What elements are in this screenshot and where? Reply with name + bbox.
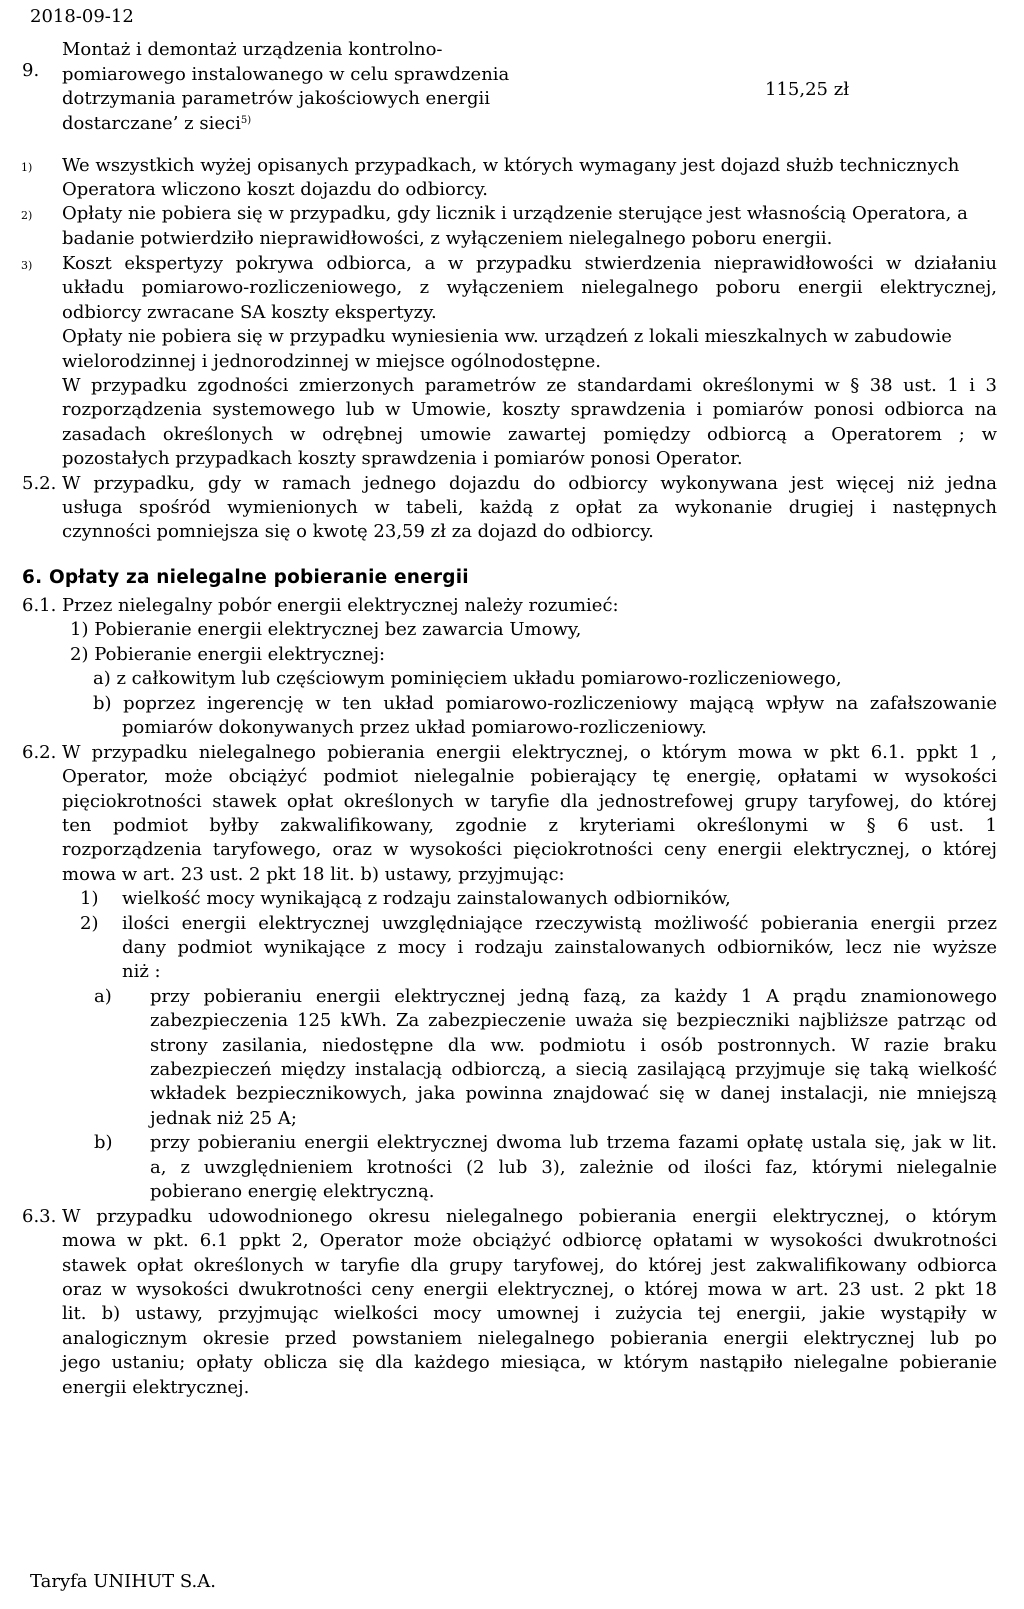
section-heading: 6. Opłaty za nielegalne pobieranie energii [22,567,469,588]
footnote-mark: 3) [21,259,33,272]
list-item: pomiarów dokonywanych przez układ pomiarowo-rozliczeniowy. [122,717,707,738]
document-date: 2018-09-12 [30,6,134,27]
list-item: a, z uwzględnieniem krotności (2 lub 3), zależnie od ilości faz, którymi nielegalnie [150,1157,997,1178]
note-line: zasadach określonych w odrębnej umowie zawartej pomiędzy odbiorcą a Operatorem ; w [62,424,997,445]
list-item: zabezpieczeń między instalacją odbiorczą, a siecią zasilającą przyjmuje się taką wielkość [150,1059,997,1080]
note-line: Opłaty nie pobiera się w przypadku wyniesienia ww. urządzeń z lokali mieszkalnych w zabudowie [62,326,952,347]
row-price: 115,25 zł [765,79,850,100]
list-item: jednak niż 25 A; [150,1108,297,1129]
footnote-mark: 1) [21,161,33,174]
paragraph-line: Operator, może obciążyć podmiot nielegalnie pobierający tę energię, opłatami w wysokości [62,766,997,787]
list-item: dany podmiot wynikające z mocy i rodzaju zainstalowanych odbiorników, lecz nie wyższe [122,937,997,958]
note-line: W przypadku zgodności zmierzonych parametrów ze standardami określonymi w § 38 ust. 1 i 3 [62,375,997,396]
paragraph-line: energii elektrycznej. [62,1377,250,1398]
row-description-line: dostarczane’ z sieci$^{5)}$ [62,112,252,134]
paragraph-line: W przypadku, gdy w ramach jednego dojazdu do odbiorcy wykonywana jest więcej niż jedna [62,473,997,494]
section-number: 6.2. [22,742,57,763]
list-item: ilości energii elektrycznej uwzględniające rzeczywistą możliwość pobierania energii przez [122,913,997,934]
list-item: b) poprzez ingerencję w ten układ pomiarowo-rozliczeniowy mającą wpływ na zafałszowanie [93,693,997,714]
row-description-line: Montaż i demontaż urządzenia kontrolno- [62,39,443,60]
footnote-line: badanie potwierdziło nieprawidłowości, z wyłączeniem nielegalnego poboru energii. [62,228,833,249]
list-item: wkładek bezpiecznikowych, jaka powinna znajdować się w danej instalacji, nie mniejszą [150,1083,997,1104]
list-item: strony zasilania, niedostępne dla ww. podmiotu i osób postronnych. W razie braku [150,1035,997,1056]
paragraph-line: lit. b) ustawy, przyjmując wielkości mocy umownej i zużycia tej energii, jakie wystąpiły w [62,1303,997,1324]
row-number: 9. [22,60,40,81]
paragraph-line: W przypadku nielegalnego pobierania energii elektrycznej, o którym mowa w pkt 6.1. ppkt 1 , [62,742,997,763]
list-item: wielkość mocy wynikającą z rodzaju zainstalowanych odbiorników, [122,888,731,909]
footnote-line: układu pomiarowo-rozliczeniowego, z wyłączeniem nielegalnego poboru energii elektrycznej, [62,277,997,298]
footnote-line: Opłaty nie pobiera się w przypadku, gdy licznik i urządzenie sterujące jest własnością Operatora, a [62,203,968,224]
footnote-line: Operatora wliczono koszt dojazdu do odbiorcy. [62,179,489,200]
list-item: 2) Pobieranie energii elektrycznej: [70,644,386,665]
row-description-line: dotrzymania parametrów jakościowych energii [62,88,491,109]
section-number: 6.3. [22,1206,57,1227]
list-mark: a) [94,986,112,1007]
paragraph-line: usługa spośród wymienionych w tabeli, każdą z opłat za wykonanie drugiej i następnych [62,497,997,518]
note-line: rozporządzenia systemowego lub w Umowie, koszty sprawdzenia i pomiarów ponosi odbiorca na [62,399,997,420]
footnote-line: We wszystkich wyżej opisanych przypadkach, w których wymagany jest dojazd służb technicznych [62,155,960,176]
paragraph-line: mowa w pkt. 6.1 ppkt 2, Operator może obciążyć odbiorcę opłatami w wysokości dwukrotności [62,1230,997,1251]
section-number: 5.2. [22,473,57,494]
footer-company: Taryfa UNIHUT S.A. [30,1571,216,1592]
list-item: zabezpieczenia 125 kWh. Za zabezpieczenie uważa się bezpieczniki najbliższe patrząc od [150,1010,997,1031]
footnote-mark: 2) [21,209,33,222]
paragraph-line: stawek opłat określonych w taryfie dla grupy taryfowej, do której jest zakwalifikowany odbiorca [62,1255,997,1276]
list-item: a) z całkowitym lub częściowym pominięciem układu pomiarowo-rozliczeniowego, [93,668,842,689]
list-mark: 2) [80,913,99,934]
paragraph-line: analogicznym okresie przed powstaniem nielegalnego pobierania energii elektrycznej lub po [62,1328,997,1349]
list-item: niż : [122,961,161,982]
paragraph-line: jego ustaniu; opłaty oblicza się dla każdego miesiąca, w którym nastąpiło nielegalne pobieranie [62,1352,997,1373]
note-line: pozostałych przypadkach koszty sprawdzenia i pomiarów ponosi Operator. [62,448,743,469]
list-mark: 1) [80,888,99,909]
row-description [62,38,562,136]
paragraph-line: Przez nielegalny pobór energii elektrycznej należy rozumieć: [62,595,619,616]
paragraph-line: pięciokrotności stawek opłat określonych w taryfie dla jednostrefowej grupy taryfowej, do której [62,791,997,812]
footnote-ref: 5) [240,114,252,126]
list-mark: b) [94,1132,113,1153]
list-item: przy pobieraniu energii elektrycznej jedną fazą, za każdy 1 A prądu znamionowego [150,986,997,1007]
footnote-line: odbiorcy zwracane SA koszty ekspertyzy. [62,302,437,323]
paragraph-line: ten podmiot byłby zakwalifikowany, zgodnie z kryteriami określonymi w § 6 ust. 1 [62,815,997,836]
row-description-line: pomiarowego instalowanego w celu sprawdzenia [62,63,510,85]
footnote-line: Koszt ekspertyzy pokrywa odbiorca, a w przypadku stwierdzenia nieprawidłowości w działaniu [62,253,997,274]
paragraph-line: rozporządzenia taryfowego, oraz w wysokości pięciokrotności ceny energii elektrycznej, o której [62,839,997,860]
paragraph-line: oraz w wysokości dwukrotności ceny energii elektrycznej, o której mowa w art. 23 ust. 2 pkt 18 [62,1279,997,1300]
list-item: 1) Pobieranie energii elektrycznej bez zawarcia Umowy, [70,619,582,640]
note-line: wielorodzinnej i jednorodzinnej w miejsce ogólnodostępne. [62,351,601,372]
list-item: przy pobieraniu energii elektrycznej dwoma lub trzema fazami opłatę ustala się, jak w lit. [150,1132,997,1153]
paragraph-line: W przypadku udowodnionego okresu nielegalnego pobierania energii elektrycznej, o którym [62,1206,997,1227]
paragraph-line: mowa w art. 23 ust. 2 pkt 18 lit. b) ustawy, przyjmując: [62,864,565,885]
section-number: 6.1. [22,595,57,616]
list-item: pobierano energię elektryczną. [150,1181,435,1202]
paragraph-line: czynności pomniejsza się o kwotę 23,59 zł za dojazd do odbiorcy. [62,521,654,542]
